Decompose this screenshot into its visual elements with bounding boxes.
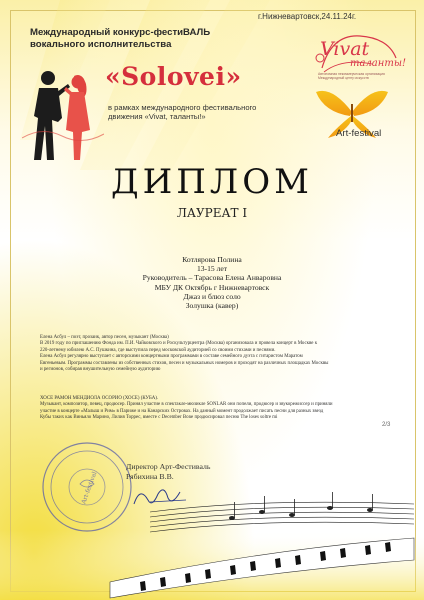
participant-song: Золушка (кавер) (185, 301, 239, 311)
director-signature (130, 482, 190, 512)
logo-talanty-text: таланты! (350, 58, 407, 69)
participant-nomination: Джаз и блюз соло (183, 291, 241, 301)
official-seal (40, 440, 134, 534)
contest-name: «Solovei» (105, 62, 242, 91)
art-festival-label: Art-festival (336, 128, 382, 139)
laureate-degree: ЛАУРЕАТ I (176, 206, 248, 220)
director-block (126, 462, 210, 482)
logo-small-text: Автономная некоммерческая организация Международный центр искусств (318, 72, 385, 80)
page-number: 2/3 (382, 422, 391, 428)
participant-age: 13-15 лет (196, 264, 228, 274)
contest-subtitle: в рамках международного фестивального движения «Vivat, таланты!» (108, 103, 257, 121)
seal-text: Art-festival (80, 470, 99, 505)
participant-info (0, 255, 424, 310)
logo-vivat-text: Vivat (320, 38, 370, 60)
director-name: Рябихина В.В. (126, 472, 174, 481)
contest-title: Международный конкурс-фестиВАЛЬ вокального исполнительства (30, 27, 211, 50)
director-title: Директор Арт-Фестиваль (126, 462, 211, 471)
jury-bio-2: ХОСЕ РАМОН МЕНДИОЛА ОСОРИО (ХОСЕ) (КУБА). Музыкант, композитор, певец, продюсер. Принял участие в спектакле-мюзикле SONLAR они попели, продюсер и звукорежиссер и приняли участие в концерте «Малыш и Рим» в Париже и на Канарских Островах. На данный момент продолжает писать песни для разных звезд Кубы таких как Виньяло Марино, Лилия Торрес, вместе с December Bone продюсировал песню The loses soltre mi (40, 396, 333, 421)
singers-illustration (22, 66, 104, 162)
jury-bio-1: Елена Асбул – поэт, прозаик, автор песен, музыкант (Москва) В 2019 году по приглашению Фонда им. П.И. Чайковского и Роскультурцентра (Москва) организовала и провела концерт в Москве к 220-летнему юбилею А.С. Пушкина, где выступила перед московской аудиторией со своими стихами и песнями. Елена Асбул регулярно выступает с авторскими концертными программами в составе семейного дуэта с гитаристом Маратом Евгеньевым. Программы составлены из собственных стихов, песен и музыкальных номеров и проходят на различных площадках Москвы и регионов, собирая внушительную семейную аудиторию (40, 335, 329, 373)
diploma-title: ДИПЛОМ (110, 162, 313, 202)
participant-institution: МБУ ДК Октябрь г Нижневартовск (154, 282, 270, 292)
participant-name: Котлярова Полина (182, 255, 242, 264)
date-place: г.Нижневартовск,24.11.24г. (258, 12, 357, 21)
participant-supervisor: Руководитель – Тарасова Елена Анваровна (142, 273, 282, 283)
